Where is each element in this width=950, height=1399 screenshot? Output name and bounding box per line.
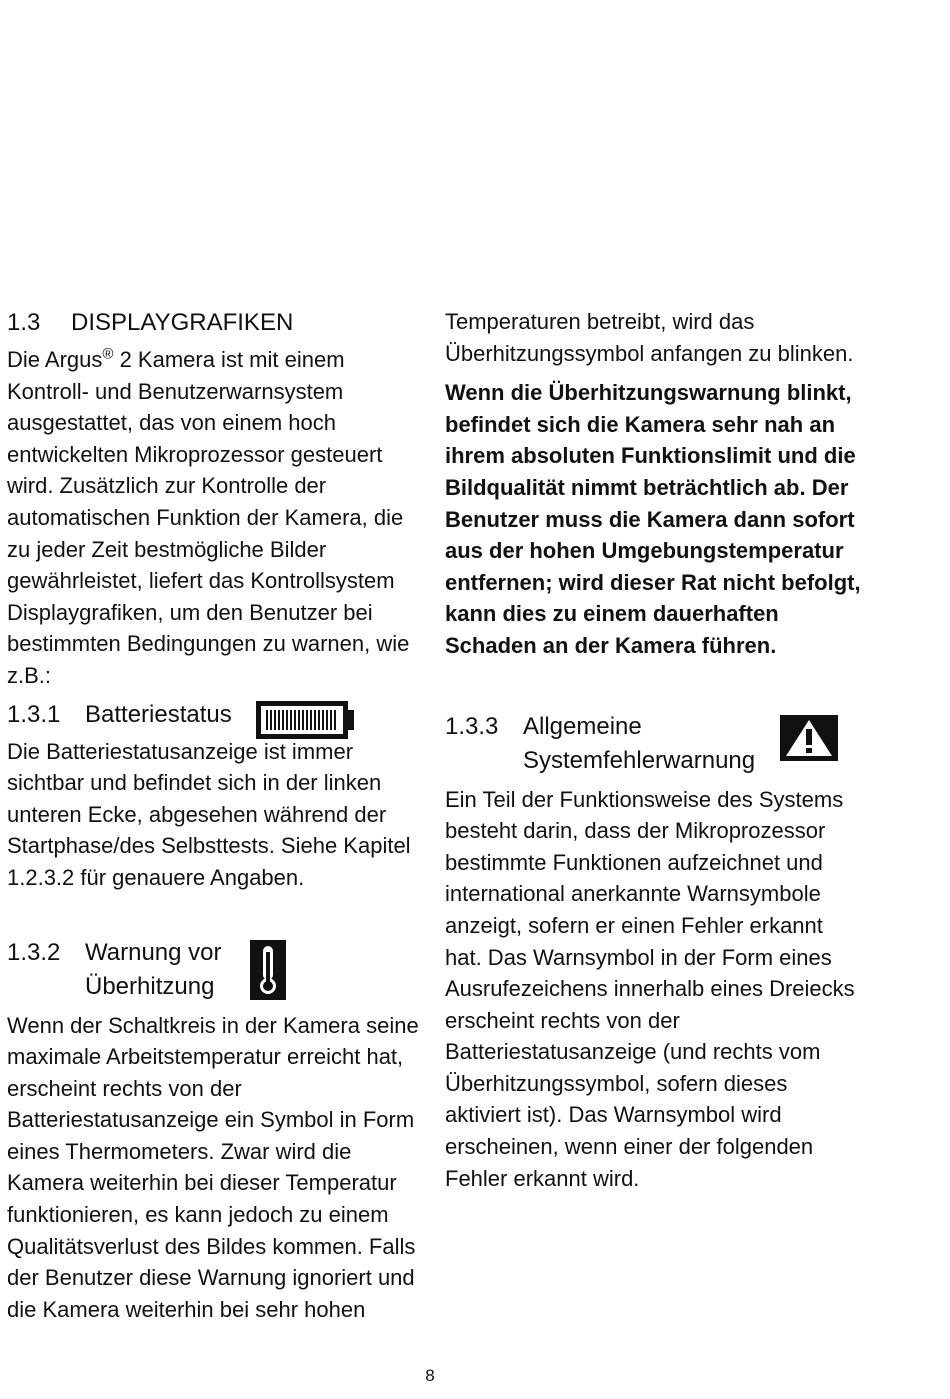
battery-icon xyxy=(255,700,355,740)
subsection-number: 1.3.1 xyxy=(7,700,61,728)
right-column xyxy=(445,306,865,1194)
section-title: DISPLAYGRAFIKEN xyxy=(71,309,294,336)
subsection-number: 1.3.3 xyxy=(445,712,499,740)
subsection-title: Batteriestatus xyxy=(85,700,232,728)
section-1-3-3-heading-row xyxy=(445,710,865,778)
section-1-3-1-body: Die Batteriestatusanzeige ist immer sichtbar und befindet sich in der linken unteren Ecke, abgesehen während der Startphase/des Selbsttests. Siehe Kapitel 1.2.3.2 für genauere Angaben. xyxy=(7,738,411,890)
section-1-3-2-body-right: Temperaturen betreibt, wird das Überhitzungssymbol anfangen zu blinken. xyxy=(445,309,854,366)
subsection-title-line1: Warnung vor xyxy=(85,938,222,966)
section-1-3-intro: Die Argus® 2 Kamera ist mit einem Kontroll- und Benutzerwarnsystem ausgestattet, das von einem hoch entwickelten Mikroprozessor gesteuert wird. Zusätzlich zur Kontrolle der automatischen Funktion der Kamera, die zu jeder Zeit bestmögliche Bilder gewährleistet, liefert das Kontrollsystem Displaygrafiken, um den Benutzer bei bestimmten Bedingungen zu warnen, wie z.B.: xyxy=(7,345,410,688)
section-1-3-1-heading xyxy=(7,698,419,732)
section-1-3-heading xyxy=(7,306,419,340)
page-number: 8 xyxy=(425,1366,435,1385)
section-1-3-2-body-left: Wenn der Schaltkreis in der Kamera seine maximale Arbeitstemperatur erreicht hat, erscheint rechts von der Batteriestatusanzeige ein Symbol in Form eines Thermometers. Zwar wird die Kamera weiterhin bei dieser Temperatur funktionieren, es kann jedoch zu einem Qualitätsverlust des Bildes kommen. Falls der Benutzer diese Warnung ignoriert und die Kamera weiterhin bei sehr hohen xyxy=(7,1012,419,1322)
subsection-title-line2: Systemfehlerwarnung xyxy=(523,746,756,774)
overheat-bold-warning: Wenn die Überhitzungswarnung blinkt, befindet sich die Kamera sehr nah an ihrem absoluten Funktionslimit und die Bildqualität nimmt beträchtlich ab. Der Benutzer muss die Kamera dann sofort aus der hohen Umgebungstemperatur entfernen; wird dieser Rat nicht befolgt, kann dies zu einem dauerhaften Schaden an der Kamera führen. xyxy=(445,380,861,658)
section-number: 1.3 xyxy=(7,309,41,336)
subsection-title-line1: Allgemeine xyxy=(523,712,642,740)
subsection-number: 1.3.2 xyxy=(7,938,61,966)
section-1-3-3-body: Ein Teil der Funktionsweise des Systems besteht darin, dass der Mikroprozessor bestimmte Funktionen aufzeichnet und international anerkannte Warnsymbole anzeigt, sofern er einen Fehler erkannt hat. Das Warnsymbol in der Form eines Ausrufezeichens innerhalb eines Dreiecks erscheint rechts von der Batteriestatusanzeige (und rechts vom Überhitzungssymbol, sofern dieses aktiviert ist). Das Warnsymbol wird erscheinen, wenn einer der folgenden Fehler erkannt wird. xyxy=(445,786,855,1191)
left-column xyxy=(7,306,419,1325)
subsection-title-line2: Überhitzung xyxy=(85,972,215,1000)
section-1-3-2-heading-row xyxy=(7,936,419,1004)
registered-mark: ® xyxy=(102,345,114,363)
section-1-3-1-heading-row xyxy=(7,698,419,732)
section-1-3-2-heading xyxy=(7,936,419,970)
thermometer-icon xyxy=(250,940,286,1000)
warning-triangle-icon xyxy=(780,715,838,761)
